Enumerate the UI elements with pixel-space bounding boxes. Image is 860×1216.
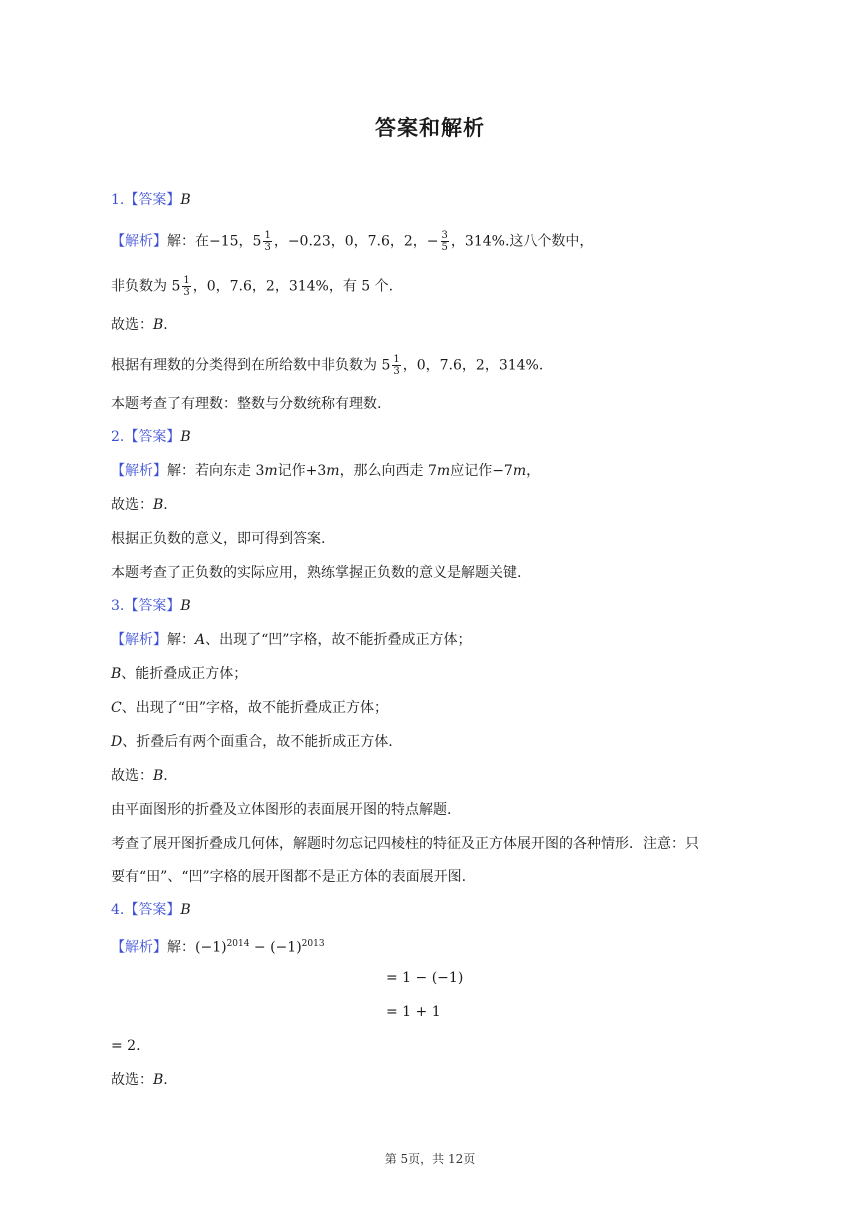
q1-fraction-one-third-3: $\frac{1}{3}$: [393, 354, 400, 377]
q3-analysis-line4: D、折叠后有两个面重合，故不能折成正方体.: [111, 734, 393, 750]
q4-analysis-line1: 【解析】解：$(-1)^{2014} - (-1)^{2013}$: [111, 939, 325, 956]
q3-number: 3.: [111, 598, 125, 614]
q4-answer-line: [111, 900, 191, 920]
q1-number: 1.: [111, 192, 125, 208]
q2-analysis-line1: 【解析】解：若向东走 3m记作+3m，那么向西走 7m应记作−7m，: [111, 463, 541, 479]
q3-analysis-line1: 【解析】解：A、出现了“凹”字格，故不能折叠成正方体；: [111, 632, 472, 648]
q1-analysis-tag: 【解析】: [111, 233, 167, 250]
q3-method-line: 由平面图形的折叠及立体图形的表面展开图的特点解题.: [111, 802, 452, 818]
page-title: 答案和解析: [375, 116, 485, 140]
q4-answer: B: [180, 902, 191, 918]
q4-step-4: = 2.: [111, 1038, 141, 1054]
q3-analysis-line2: B、能折叠成正方体；: [111, 666, 248, 682]
q1-analysis-line1: [111, 230, 593, 253]
q2-analysis-line3: 根据正负数的意义，即可得到答案.: [111, 531, 326, 547]
q1-numbers-a: −15，5: [209, 233, 262, 250]
q4-number: 4.: [111, 902, 125, 918]
q2-answer-line: [111, 427, 191, 447]
q4-answer-tag: 【答案】: [124, 902, 181, 918]
q1-answer-tag: 【答案】: [124, 192, 181, 208]
q1-fraction-one-third-2: $\frac{1}{3}$: [183, 275, 190, 298]
q3-answer-tag: 【答案】: [124, 598, 181, 614]
q1-numbers-c: ，314%.这八个数中，: [450, 233, 594, 250]
q2-answer: B: [180, 429, 191, 445]
q1-answer-line: [111, 190, 191, 210]
q3-analysis-line3: C、出现了“田”字格，故不能折叠成正方体；: [111, 700, 389, 716]
q1-answer: B: [180, 192, 191, 208]
q4-choice-line: 故选：B.: [111, 1072, 168, 1088]
q1-summary-line: 本题考查了有理数：整数与分数统称有理数.: [111, 396, 382, 412]
q4-step-3: = 1 + 1: [386, 1004, 441, 1020]
q3-analysis-tag: 【解析】: [111, 632, 167, 648]
q1-fraction-one-third: $\frac{1}{3}$: [264, 230, 271, 253]
q2-number: 2.: [111, 429, 125, 445]
q1-numbers-b: ，−0.23，0，7.6，2，−: [273, 233, 439, 250]
page-footer: 第 5页，共 12页: [384, 1152, 476, 1166]
q1-analysis-line2: 非负数为 5 $\frac{1}{3}$ ，0，7.6，2，314%，有 5 个.: [111, 275, 394, 298]
q2-choice-line: 故选：B.: [111, 497, 168, 513]
q4-step-2: = 1 − (−1): [386, 970, 464, 986]
q1-fraction-three-fifths: $\frac{3}{5}$: [441, 230, 448, 253]
q3-choice-line: 故选：B.: [111, 768, 168, 784]
q3-summary-line1: 考查了展开图折叠成几何体，解题时勿忘记四棱柱的特征及正方体展开图的各种情形．注意：只: [111, 836, 699, 852]
q3-answer: B: [180, 598, 191, 614]
q3-summary-line2: 要有“田”、“凹”字格的展开图都不是正方体的表面展开图.: [111, 869, 467, 885]
q1-analysis-line4: 根据有理数的分类得到在所给数中非负数为 5 $\frac{1}{3}$ ，0，7.6，2，314%.: [111, 354, 544, 377]
q2-analysis-tag: 【解析】: [111, 463, 167, 479]
q2-summary-line: 本题考查了正负数的实际应用，熟练掌握正负数的意义是解题关键.: [111, 565, 522, 581]
q3-answer-line: [111, 596, 191, 616]
q1-choice-line: 故选：B.: [111, 317, 168, 333]
q4-analysis-tag: 【解析】: [111, 939, 167, 956]
q2-answer-tag: 【答案】: [124, 429, 181, 445]
q1-solve-text: 解：在: [167, 233, 209, 250]
